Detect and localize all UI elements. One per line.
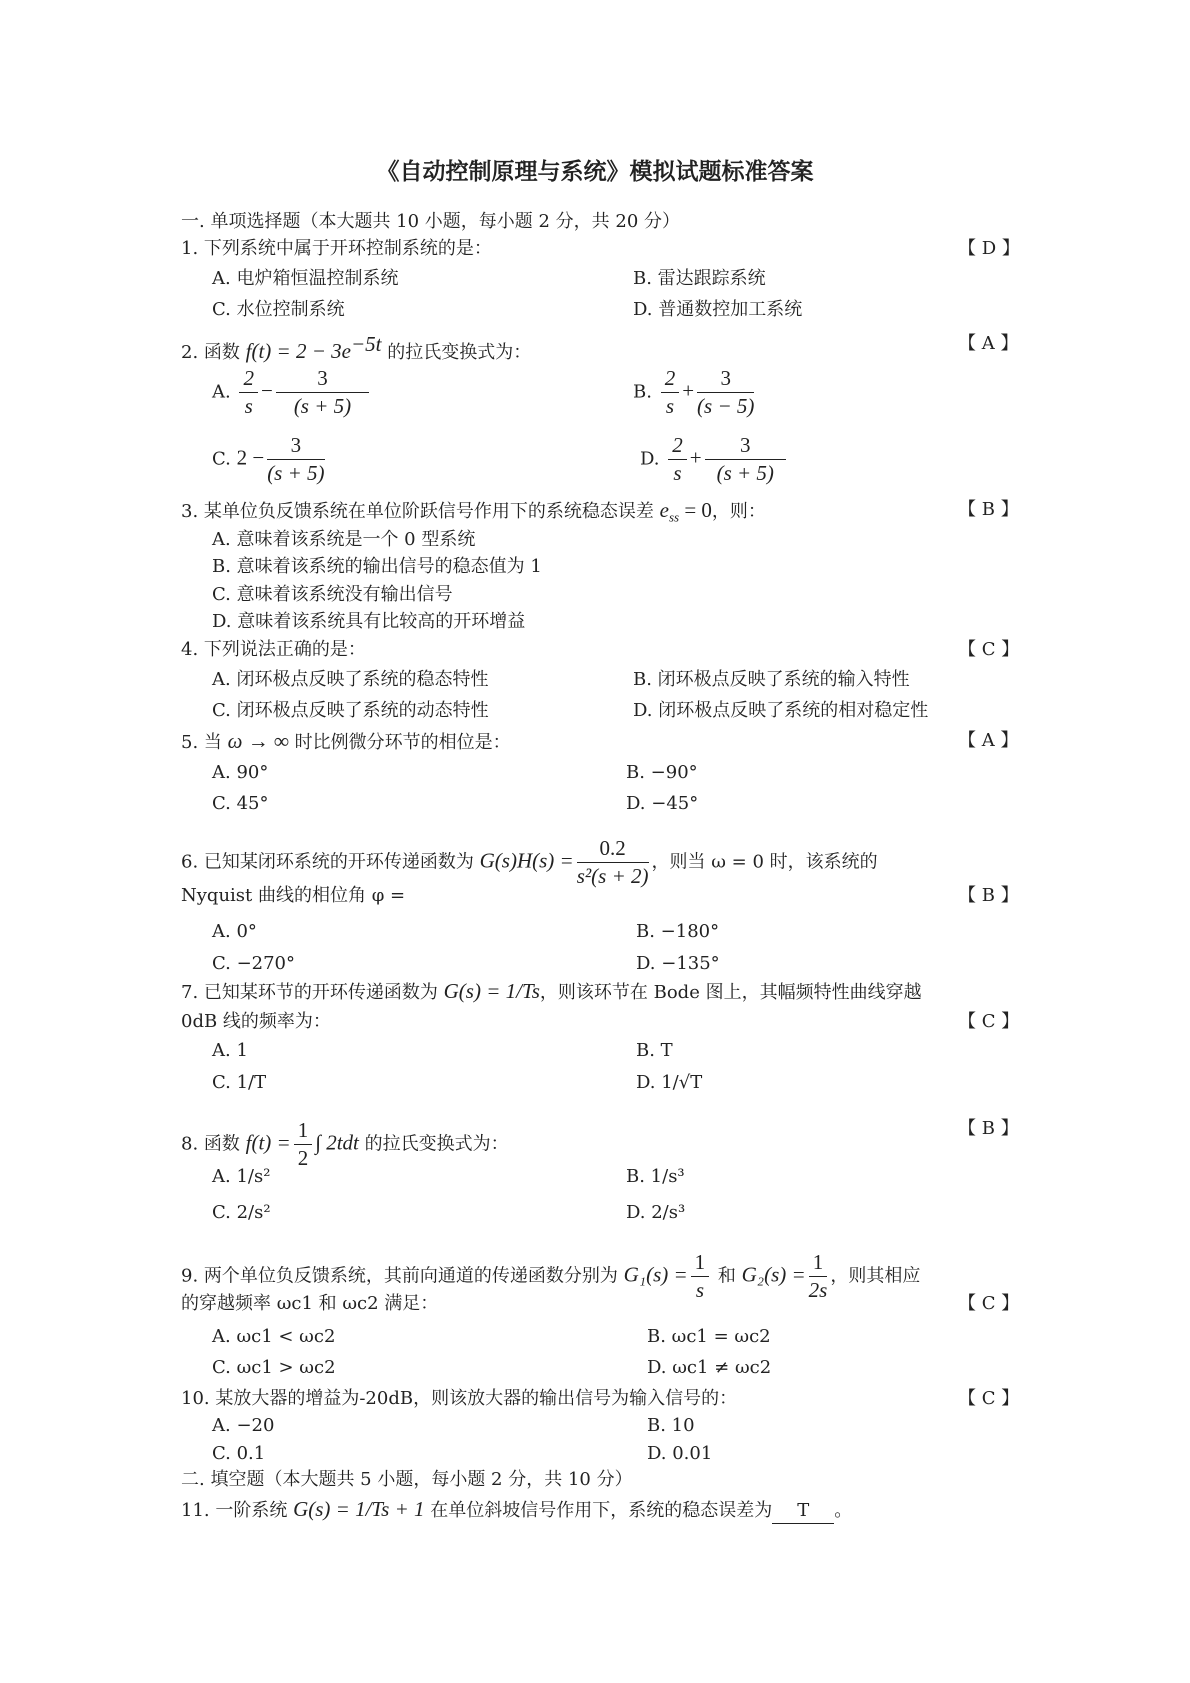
q6-option-a: A. 0° xyxy=(212,921,257,942)
q9-option-c: C. ωc1 > ωc2 xyxy=(212,1357,336,1378)
q2-option-a: A. $\frac{2}{s}$ − $\frac{3}{(s + 5)}$ xyxy=(212,365,372,420)
question-8-answer: 【 B 】 xyxy=(958,1118,1019,1139)
q8-option-c: C. 2/s² xyxy=(212,1202,271,1223)
q10-option-a: A. −20 xyxy=(212,1415,275,1436)
q10-option-d: D. 0.01 xyxy=(647,1443,713,1464)
q7-option-d: D. 1/√T xyxy=(636,1072,703,1093)
question-6-stem: 6. 已知某闭环系统的开环传递函数为 G(s)H(s) = $\frac{0.2}{\text{s²(s + 2)}}$ ，则当 ω = 0 时，该系统的 xyxy=(181,836,878,888)
q9-option-b: B. ωc1 = ωc2 xyxy=(647,1326,771,1347)
q8-option-a: A. 1/s² xyxy=(212,1166,271,1187)
q2-option-c: C. 2 − $\frac{3}{(s + 5)}$ xyxy=(212,433,325,485)
q6-option-d: D. −135° xyxy=(636,953,720,974)
question-6-stem-line2: Nyquist 曲线的相位角 φ = xyxy=(181,885,406,906)
q4-option-c: C. 闭环极点反映了系统的动态特性 xyxy=(212,700,489,721)
q4-option-b: B. 闭环极点反映了系统的输入特性 xyxy=(633,669,910,690)
section-heading-choice: 一. 单项选择题（本大题共 10 小题，每小题 2 分，共 20 分） xyxy=(181,211,681,232)
q6-option-c: C. −270° xyxy=(212,953,296,974)
question-5-stem: 5. 当 ω → ∞ 时比例微分环节的相位是： xyxy=(181,729,511,753)
q5-option-a: A. 90° xyxy=(212,762,269,783)
question-11-stem: 11. 一阶系统 G(s) = 1/Ts + 1 在单位斜坡信号作用下，系统的稳态误差为 T 。 xyxy=(181,1497,852,1524)
question-4-stem: 4. 下列说法正确的是： xyxy=(181,639,366,660)
q7-option-a: A. 1 xyxy=(212,1040,248,1061)
q2-option-b: B. $\frac{2}{s}$ + $\frac{3}{(s - 5)}$ xyxy=(633,366,755,418)
q2-option-d: D. $\frac{2}{s}$ + $\frac{3}{(s + 5)}$ xyxy=(640,432,789,487)
q5-option-d: D. −45° xyxy=(626,793,699,814)
question-4-answer: 【 C 】 xyxy=(958,639,1020,660)
question-5-answer: 【 A 】 xyxy=(958,730,1019,751)
question-8-stem: 8. 函数 f(t) = $\frac{1}{2}$ ∫ 2tdt 的拉氏变换式为： xyxy=(181,1118,509,1170)
answer-blank: T xyxy=(772,1499,834,1524)
question-3-answer: 【 B 】 xyxy=(958,499,1019,520)
question-10-stem: 10. 某放大器的增益为-20dB，则该放大器的输出信号为输入信号的： xyxy=(181,1388,738,1409)
q1-option-b: B. 雷达跟踪系统 xyxy=(633,268,766,289)
q1-option-d: D. 普通数控加工系统 xyxy=(633,299,803,320)
question-2-stem: 2. 函数 $f(t) = 2 - 3e^{-5t}$ 的拉氏变换式为： xyxy=(181,332,532,363)
question-1-answer: 【 D 】 xyxy=(958,238,1020,259)
q6-option-b: B. −180° xyxy=(636,921,720,942)
q1-option-c: C. 水位控制系统 xyxy=(212,299,345,320)
question-7-answer: 【 C 】 xyxy=(958,1011,1020,1032)
q8-option-b: B. 1/s³ xyxy=(626,1166,685,1187)
q10-option-c: C. 0.1 xyxy=(212,1443,266,1464)
section-heading-fill-in: 二. 填空题（本大题共 5 小题，每小题 2 分，共 10 分） xyxy=(181,1469,633,1490)
question-1-stem: 1. 下列系统中属于开环控制系统的是： xyxy=(181,238,492,259)
q3-option-a: A. 意味着该系统是一个 0 型系统 xyxy=(212,529,476,550)
question-7-stem: 7. 已知某环节的开环传递函数为 G(s) = 1/Ts，则该环节在 Bode 图上，其幅频特性曲线穿越 xyxy=(181,979,922,1003)
q9-option-a: A. ωc1 < ωc2 xyxy=(212,1326,336,1347)
q5-option-c: C. 45° xyxy=(212,793,269,814)
q4-option-d: D. 闭环极点反映了系统的相对稳定性 xyxy=(633,700,929,721)
q10-option-b: B. 10 xyxy=(647,1415,695,1436)
page-title: 《自动控制原理与系统》模拟试题标准答案 xyxy=(376,159,814,185)
q1-option-a: A. 电炉箱恒温控制系统 xyxy=(212,268,399,289)
question-9-stem-line2: 的穿越频率 ωc1 和 ωc2 满足： xyxy=(181,1293,439,1314)
question-7-stem-line2: 0dB 线的频率为： xyxy=(181,1011,331,1032)
question-6-answer: 【 B 】 xyxy=(958,885,1019,906)
question-9-answer: 【 C 】 xyxy=(958,1293,1020,1314)
question-2-answer: 【 A 】 xyxy=(958,333,1019,354)
q8-option-d: D. 2/s³ xyxy=(626,1202,686,1223)
q3-option-b: B. 意味着该系统的输出信号的稳态值为 1 xyxy=(212,556,542,577)
question-9-stem: 9. 两个单位负反馈系统，其前向通道的传递函数分别为 G₁(s) = $\frac{1}{s}$ 和 G₂(s) = $\frac{1}{2s}$ ，则其相应 xyxy=(181,1250,921,1302)
q9-option-d: D. ωc1 ≠ ωc2 xyxy=(647,1357,772,1378)
q7-option-c: C. 1/T xyxy=(212,1072,267,1093)
q7-option-b: B. T xyxy=(636,1040,673,1061)
q3-option-d: D. 意味着该系统具有比较高的开环增益 xyxy=(212,611,526,632)
q3-option-c: C. 意味着该系统没有输出信号 xyxy=(212,584,453,605)
question-3-stem: 3. 某单位负反馈系统在单位阶跃信号作用下的系统稳态误差 $e_{ss} = 0$，则： xyxy=(181,498,766,525)
q4-option-a: A. 闭环极点反映了系统的稳态特性 xyxy=(212,669,489,690)
q5-option-b: B. −90° xyxy=(626,762,698,783)
question-10-answer: 【 C 】 xyxy=(958,1388,1020,1409)
